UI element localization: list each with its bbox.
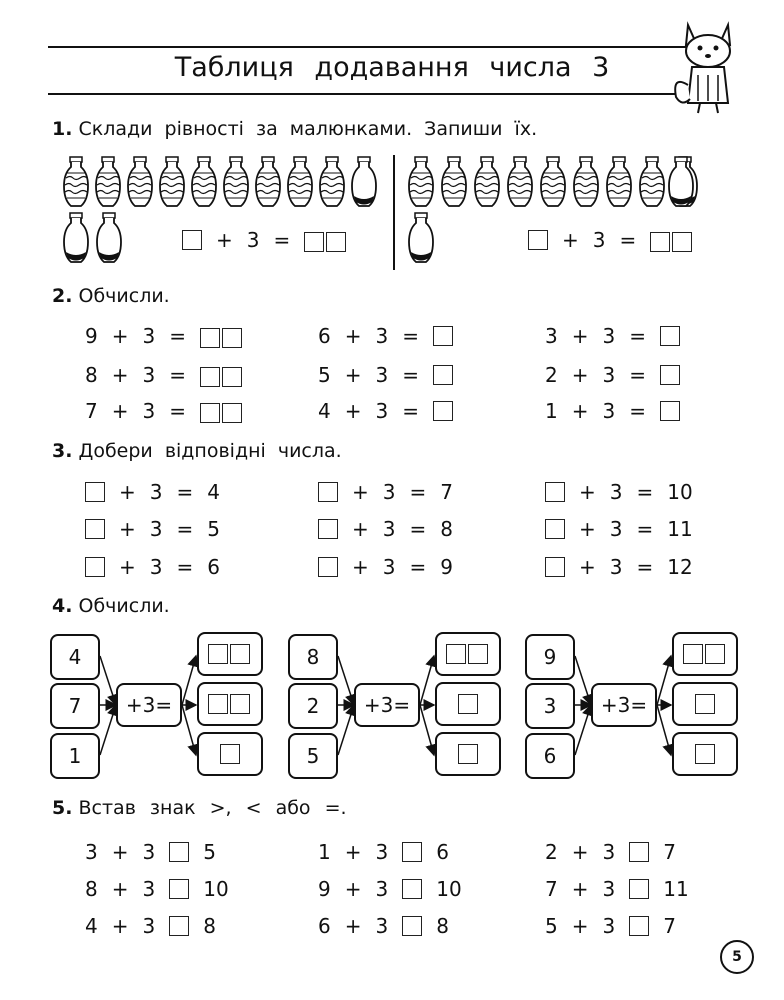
equation-term: 3 [142, 840, 156, 864]
equation-term: 8 [440, 517, 453, 541]
task-4-output-box [197, 732, 263, 776]
task-4-output-box [672, 632, 738, 676]
equation-term: 3 [602, 840, 616, 864]
task-2-heading: 2. Обчисли. [52, 285, 170, 307]
task-4-input-box: 8 [288, 634, 338, 680]
task-5-comparison [318, 914, 449, 938]
equation-term: 3 [375, 914, 389, 938]
equation-term: 5 [203, 840, 216, 864]
task-2-equation [85, 399, 244, 423]
equation-term: + [571, 877, 589, 901]
answer-box[interactable] [318, 519, 338, 539]
task-3-equation [545, 480, 693, 504]
equation-term: = [176, 480, 194, 504]
equation-term: + [344, 363, 362, 387]
equation-term: 6 [318, 324, 331, 348]
equation-term: 3 [609, 517, 623, 541]
answer-box[interactable] [695, 694, 715, 714]
vase-icon [473, 156, 501, 208]
equation-term: 9 [85, 324, 98, 348]
vase-icon [286, 156, 314, 208]
answer-box[interactable] [222, 367, 242, 387]
vase-icon [572, 156, 600, 208]
answer-box[interactable] [545, 482, 565, 502]
equation-term: 3 [142, 363, 156, 387]
equation-term: 3 [375, 399, 389, 423]
equation-term: 6 [207, 555, 220, 579]
answer-box[interactable] [683, 644, 703, 664]
task-2-equation [318, 324, 453, 348]
answer-box[interactable] [318, 482, 338, 502]
equation-term: + [111, 840, 129, 864]
double-answer-box [446, 644, 490, 664]
task-1-equation-right: + 3 = [528, 228, 694, 252]
vase-icon [440, 156, 468, 208]
equation-term: + [111, 914, 129, 938]
vase-icon [190, 156, 218, 208]
answer-box[interactable] [458, 694, 478, 714]
equation-term: + [119, 555, 136, 579]
equation-term: 5 [207, 517, 220, 541]
equation-term: 5 [318, 363, 331, 387]
vase-icon [222, 156, 250, 208]
equation-term: + [344, 914, 362, 938]
vase-icon [407, 212, 435, 264]
equation-term: + [571, 840, 589, 864]
equation-term: + [344, 840, 362, 864]
task-5-comparison [85, 877, 229, 901]
task-5-comparison [85, 840, 216, 864]
task-2-equation [545, 399, 680, 423]
task-4-output-box [197, 632, 263, 676]
answer-box[interactable] [433, 365, 453, 385]
task-5-comparison [85, 914, 216, 938]
task-2-equation [545, 324, 680, 348]
vase-icon [94, 156, 122, 208]
equation-term: = [636, 480, 654, 504]
task-4-output-box [435, 682, 501, 726]
double-answer-box [200, 363, 244, 387]
vase-icon [407, 156, 435, 208]
vase-icon [506, 156, 534, 208]
equation-term: + [571, 363, 589, 387]
task-3-equation [85, 517, 220, 541]
answer-box[interactable] [629, 879, 649, 899]
answer-box[interactable] [200, 328, 220, 348]
equation-term: 3 [382, 555, 396, 579]
task-2-equation [85, 363, 244, 387]
equation-term: = [629, 363, 646, 387]
vase-icon [62, 156, 90, 208]
task-4-input-box: 5 [288, 733, 338, 779]
answer-box[interactable] [230, 644, 250, 664]
equation-term: + [111, 877, 129, 901]
answer-box[interactable] [222, 328, 242, 348]
equation-term: 3 [602, 877, 616, 901]
task-4-output-box [435, 632, 501, 676]
equation-term: 7 [545, 877, 558, 901]
vase-icon [318, 156, 346, 208]
equation-term: 12 [667, 555, 693, 579]
double-answer-box [208, 644, 252, 664]
equation-term: 4 [318, 399, 331, 423]
equation-term: + [579, 555, 596, 579]
equation-term: + [111, 363, 129, 387]
answer-box[interactable] [222, 403, 242, 423]
equation-term: 10 [436, 877, 462, 901]
equation-term: 9 [440, 555, 453, 579]
equation-term: = [169, 363, 186, 387]
equation-term: 4 [207, 480, 220, 504]
equation-term: 3 [545, 324, 558, 348]
task-4-input-box: 1 [50, 733, 100, 779]
task-4-output-box [435, 732, 501, 776]
equation-term: 7 [85, 399, 98, 423]
equation-term: 8 [85, 363, 98, 387]
task-4-heading: 4. Обчисли. [52, 595, 170, 617]
equation-term: 3 [602, 399, 616, 423]
equation-term: 7 [663, 914, 676, 938]
task-1-heading: 1. Склади рівності за малюнками. Запиши їх. [52, 118, 538, 140]
equation-term: 3 [149, 517, 163, 541]
equation-term: + [344, 877, 362, 901]
equation-term: + [352, 517, 369, 541]
task-2-equation [318, 363, 453, 387]
task-4-output-box [197, 682, 263, 726]
answer-box[interactable] [169, 842, 189, 862]
equation-term: 3 [142, 877, 156, 901]
fox-mascot-icon [668, 15, 748, 115]
answer-box[interactable] [169, 916, 189, 936]
task-1-divider [393, 155, 395, 270]
equation-term: + [579, 517, 596, 541]
task-4-input-box: 4 [50, 634, 100, 680]
answer-box[interactable] [660, 401, 680, 421]
answer-box[interactable] [182, 230, 202, 250]
vase-icon [254, 156, 282, 208]
answer-box[interactable] [545, 519, 565, 539]
double-answer-box [208, 694, 252, 714]
equation-term: 3 [375, 324, 389, 348]
task-4-output-box [672, 682, 738, 726]
equation-term: 6 [318, 914, 331, 938]
task-2-equation [545, 363, 680, 387]
equation-term: 3 [382, 480, 396, 504]
double-answer-box [200, 399, 244, 423]
equation-term: = [169, 399, 186, 423]
equation-term: + [352, 480, 369, 504]
page-number: 5 [720, 940, 754, 974]
task-4-operator-box: +3= [354, 683, 420, 727]
task-1-equation-left: + 3 = [182, 228, 348, 252]
equation-term: 2 [545, 363, 558, 387]
task-5-comparison [545, 840, 676, 864]
equation-term: 3 [602, 324, 616, 348]
task-3-equation [85, 480, 220, 504]
header-rule-bottom [48, 93, 710, 95]
equation-term: + [571, 324, 589, 348]
answer-box[interactable] [230, 694, 250, 714]
equation-term: 3 [382, 517, 396, 541]
equation-term: + [352, 555, 369, 579]
vase-icon [158, 156, 186, 208]
equation-term: = [402, 363, 419, 387]
equation-term: + [344, 324, 362, 348]
task-3-equation [318, 555, 453, 579]
equation-term: 11 [667, 517, 693, 541]
answer-box[interactable] [318, 557, 338, 577]
task-5-comparison [318, 877, 462, 901]
equation-term: 2 [545, 840, 558, 864]
equation-term: + [571, 399, 589, 423]
task-4-operator-box: +3= [591, 683, 657, 727]
answer-box[interactable] [326, 232, 346, 252]
equation-term: 3 [142, 914, 156, 938]
vase-icon [350, 156, 378, 208]
vase-icon [62, 212, 90, 264]
equation-term: 9 [318, 877, 331, 901]
equation-term: = [176, 555, 194, 579]
equation-term: = [402, 324, 419, 348]
equation-term: 3 [149, 480, 163, 504]
answer-box[interactable] [629, 916, 649, 936]
task-4-operator-box: +3= [116, 683, 182, 727]
equation-term: 8 [85, 877, 98, 901]
double-answer-box [200, 324, 244, 348]
answer-box[interactable] [433, 401, 453, 421]
vase-icon [638, 156, 666, 208]
answer-box[interactable] [402, 916, 422, 936]
task-3-heading: 3. Добери відповідні числа. [52, 440, 342, 462]
equation-term: 8 [203, 914, 216, 938]
task-5-comparison [545, 914, 676, 938]
answer-box[interactable] [208, 694, 228, 714]
task-4-input-box: 7 [50, 683, 100, 729]
equation-term: + [119, 480, 136, 504]
answer-box[interactable] [85, 482, 105, 502]
equation-term: = [409, 555, 427, 579]
answer-box[interactable] [458, 744, 478, 764]
equation-term: 10 [203, 877, 229, 901]
equation-term: 10 [667, 480, 693, 504]
equation-term: 3 [609, 555, 623, 579]
vase-icon [605, 156, 633, 208]
task-3-equation [85, 555, 220, 579]
equation-term: 5 [545, 914, 558, 938]
answer-box[interactable] [433, 326, 453, 346]
task-5-comparison [545, 877, 689, 901]
equation-term: 1 [545, 399, 558, 423]
task-4-input-box: 3 [525, 683, 575, 729]
task-4-input-box: 2 [288, 683, 338, 729]
double-answer-box [683, 644, 727, 664]
answer-box[interactable] [695, 744, 715, 764]
equation-term: 3 [602, 363, 616, 387]
equation-term: 6 [436, 840, 449, 864]
equation-term: + [111, 399, 129, 423]
answer-box[interactable] [200, 403, 220, 423]
task-3-equation [545, 517, 693, 541]
equation-term: = [629, 399, 646, 423]
equation-term: 3 [375, 877, 389, 901]
equation-term: + [111, 324, 129, 348]
vase-icon [667, 156, 695, 208]
equation-term: = [636, 555, 654, 579]
equation-term: + [119, 517, 136, 541]
answer-box[interactable] [85, 519, 105, 539]
answer-box[interactable] [446, 644, 466, 664]
answer-box[interactable] [672, 232, 692, 252]
task-2-equation [85, 324, 244, 348]
answer-box[interactable] [660, 326, 680, 346]
equation-term: 3 [85, 840, 98, 864]
task-4-input-box: 6 [525, 733, 575, 779]
task-5-heading: 5. Встав знак >, < або =. [52, 797, 347, 819]
equation-term: = [409, 480, 427, 504]
equation-term: = [402, 399, 419, 423]
equation-term: = [409, 517, 427, 541]
answer-box[interactable] [629, 842, 649, 862]
equation-term: + [579, 480, 596, 504]
answer-box[interactable] [220, 744, 240, 764]
answer-box[interactable] [528, 230, 548, 250]
equation-term: 8 [436, 914, 449, 938]
answer-box[interactable] [402, 842, 422, 862]
task-5-comparison [318, 840, 449, 864]
task-3-equation [318, 517, 453, 541]
equation-term: 1 [318, 840, 331, 864]
answer-box[interactable] [402, 879, 422, 899]
equation-term: 3 [149, 555, 163, 579]
equation-term: + [571, 914, 589, 938]
answer-box[interactable] [200, 367, 220, 387]
answer-box[interactable] [705, 644, 725, 664]
answer-box[interactable] [468, 644, 488, 664]
equation-term: 3 [602, 914, 616, 938]
equation-term: = [629, 324, 646, 348]
task-2-equation [318, 399, 453, 423]
answer-box[interactable] [85, 557, 105, 577]
vase-icon [539, 156, 567, 208]
equation-term: = [636, 517, 654, 541]
equation-term: = [169, 324, 186, 348]
equation-term: 11 [663, 877, 689, 901]
answer-box[interactable] [208, 644, 228, 664]
equation-term: 7 [663, 840, 676, 864]
equation-term: 3 [609, 480, 623, 504]
equation-term: 3 [142, 324, 156, 348]
equation-term: 3 [375, 363, 389, 387]
answer-box[interactable] [304, 232, 324, 252]
equation-term: = [176, 517, 194, 541]
page-title: Таблиця додавання числа 3 [174, 52, 610, 83]
header-rule-top [48, 46, 710, 48]
equation-term: 7 [440, 480, 453, 504]
vase-icon [126, 156, 154, 208]
answer-box[interactable] [650, 232, 670, 252]
equation-term: 3 [142, 399, 156, 423]
task-4-output-box [672, 732, 738, 776]
equation-term: 3 [375, 840, 389, 864]
answer-box[interactable] [545, 557, 565, 577]
answer-box[interactable] [169, 879, 189, 899]
task-3-equation [545, 555, 693, 579]
answer-box[interactable] [660, 365, 680, 385]
task-4-input-box: 9 [525, 634, 575, 680]
equation-term: + [344, 399, 362, 423]
task-3-equation [318, 480, 453, 504]
equation-term: 4 [85, 914, 98, 938]
vase-icon [95, 212, 123, 264]
